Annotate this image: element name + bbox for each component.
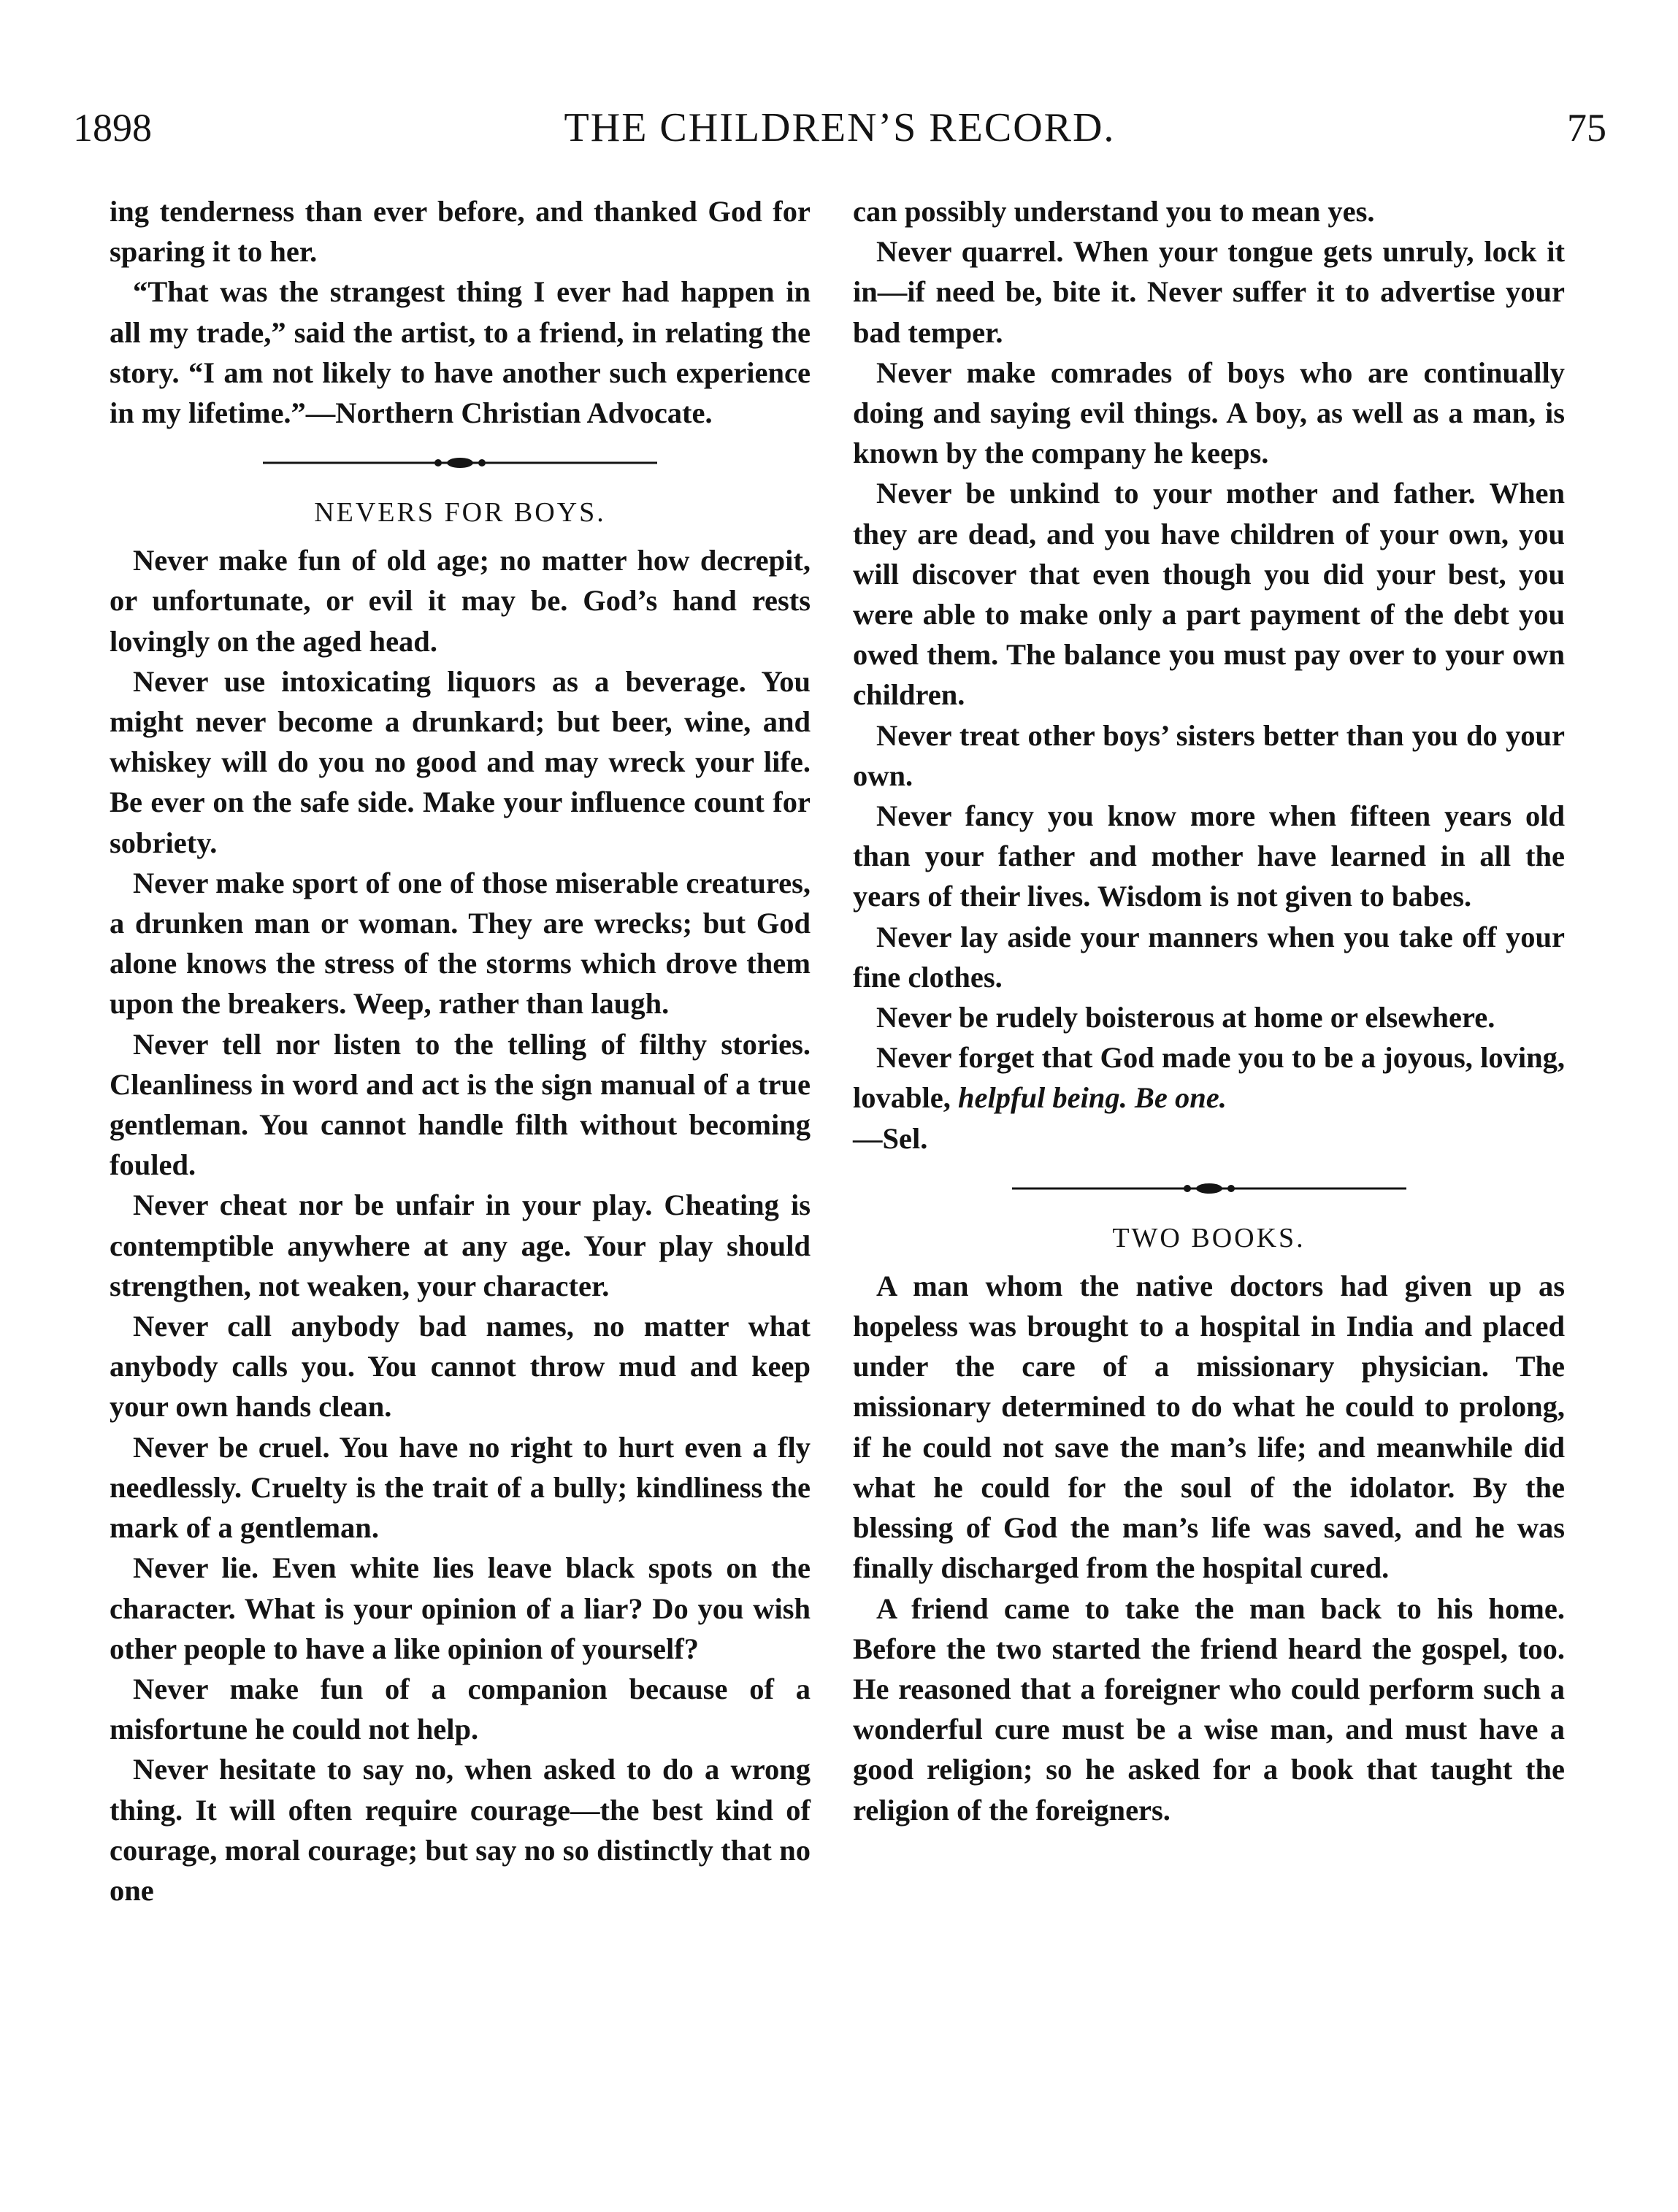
right-column [853,191,1565,1830]
header-year: 1898 [73,106,152,150]
nevers-paragraph-10: Never hesitate to say no, when asked to do a wrong thing. It will often require courage—the best kind of courage, moral courage; but say no so distinctly that no one [110,1753,811,1907]
intro-paragraph-1: ing tenderness than ever before, and thanked God for sparing it to her. [110,195,811,269]
nevers-paragraph-12: Never make comrades of boys who are continually doing and saying evil things. A boy, as well as a man, is known by the company he keeps. [853,356,1565,470]
nevers-paragraph-15: Never fancy you know more when fifteen years old than your father and mother have learned in all the years of their lives. Wisdom is not given to babes. [853,799,1565,913]
nevers-last-text: Never forget that God made you to be a joyous, loving, lovable, [853,1041,1565,1115]
page-number: 75 [1567,106,1606,150]
nevers-paragraph-2: Never use intoxicating liquors as a beverage. You might never become a drunkard; but beer, wine, and whiskey will do you no good and may wreck your life. Be ever on the safe side. Make your influence count for sobriety. [110,664,811,859]
two-books-paragraph-2: A friend came to take the man back to his home. Before the two started the friend heard the gospel, too. He reasoned that a foreigner who could perform such a wonderful cure must be a wise man, and must have a good religion; so he asked for a book that taught the religion of the foreigners. [853,1591,1565,1827]
nevers-paragraph-17: Never be rudely boisterous at home or elsewhere. [876,1001,1495,1034]
nevers-paragraph-5: Never cheat nor be unfair in your play. Cheating is contemptible anywhere at any age. Your play should strengthen, not weaken, your character. [110,1188,811,1302]
nevers-paragraph-7: Never be cruel. You have no right to hurt even a fly needlessly. Cruelty is the trait of a bully; kindliness the mark of a gentleman. [110,1430,811,1545]
section-divider-ornament [110,433,811,493]
nevers-paragraph-6: Never call anybody bad names, no matter what anybody calls you. You cannot throw mud and keep your own hands clean. [110,1310,811,1424]
section-title-nevers: NEVERS FOR BOYS. [314,497,606,529]
ornament-rule-icon [263,454,657,472]
nevers-paragraph-14: Never treat other boys’ sisters better than you do your own. [853,718,1565,792]
nevers-paragraph-9: Never make fun of a companion because of a misfortune he could not help. [110,1672,811,1746]
nevers-paragraph-4: Never tell nor listen to the telling of filthy stories. Cleanliness in word and act is the sign manual of a true gentleman. You cannot handle filth without becoming fouled. [110,1027,811,1182]
nevers-paragraph-13: Never be unkind to your mother and father. When they are dead, and you have children of your own, you will discover that even though you did your best, you were able to make only a part payment of the debt you owed them. The balance you must pay over to your own children. [853,477,1565,712]
signature: —Sel. [853,1121,928,1155]
section-divider-ornament-2 [853,1159,1565,1218]
page-title: THE CHILDREN’S RECORD. [564,105,1116,150]
section-title-two-books: TWO BOOKS. [1112,1222,1306,1253]
page-header [73,102,1606,168]
nevers-paragraph-11: Never quarrel. When your tongue gets unruly, lock it in—if need be, bite it. Never suffer it to advertise your bad temper. [853,235,1565,349]
ornament-rule-icon [1012,1180,1406,1197]
nevers-paragraph-16: Never lay aside your manners when you take off your fine clothes. [853,920,1565,994]
nevers-paragraph-1: Never make fun of old age; no matter how decrepit, or unfortunate, or evil it may be. God’s hand rests lovingly on the aged head. [110,544,811,658]
nevers-paragraph-last [853,1037,1565,1118]
nevers-paragraph-continued: can possibly understand you to mean yes. [853,195,1375,228]
intro-paragraph-2: “That was the strangest thing I ever had happen in all my trade,” said the artist, to a friend, in relating the story. “I am not likely to have another such experience in my lifetime.”—Northern Christian Advocate. [110,275,811,430]
two-books-paragraph-1: A man whom the native doctors had given up as hopeless was brought to a hospital in India and placed under the care of a missionary physician. The missionary determined to do what he could to prolong, if he could not save the man’s life; and meanwhile did what he could for the soul of the idolator. By the blessing of God the man’s life was saved, and he was finally discharged from the hospital cured. [853,1269,1565,1585]
nevers-last-italic: helpful being. Be one. [958,1081,1227,1115]
left-column [110,191,811,1910]
nevers-paragraph-8: Never lie. Even white lies leave black spots on the character. What is your opinion of a liar? Do you wish other people to have a like opinion of yourself? [110,1551,811,1665]
nevers-paragraph-3: Never make sport of one of those miserable creatures, a drunken man or woman. They are wrecks; but God alone knows the stress of the storms which drove them upon the breakers. Weep, rather than laugh. [110,866,811,1021]
